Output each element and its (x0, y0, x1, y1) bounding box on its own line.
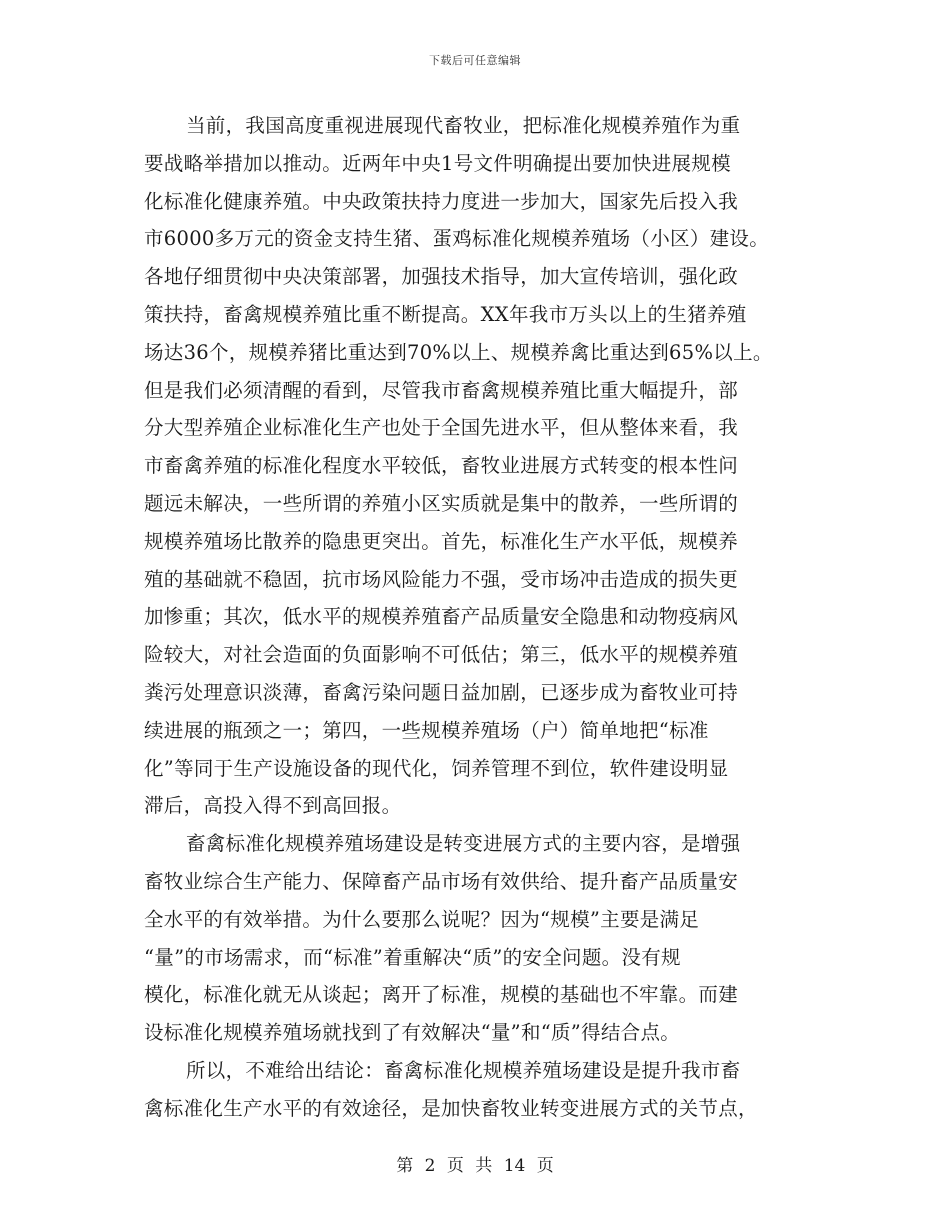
paragraph-2-line-1: 畜禽标准化规模养殖场建设是转变进展方式的主要内容，是增强 (186, 832, 741, 856)
paragraph-2-line-3: 全水平的有效举措。为什么要那么说呢？因为“规模”主要是满足 (144, 907, 700, 931)
paragraph-1-line-10: 市畜禽养殖的标准化程度水平较低，畜牧业进展方式转变的根本性问 (144, 454, 739, 478)
paragraph-1-line-18: 化”等同于生产设施设备的现代化，饲养管理不到位，软件建设明显 (144, 756, 729, 780)
page-header-note: 下载后可任意编辑 (429, 54, 521, 67)
paragraph-1-line-9: 分大型养殖企业标准化生产也处于全国先进水平，但从整体来看，我 (144, 416, 739, 440)
paragraph-2-line-4: “量”的市场需求，而“标准”着重解决“质”的安全问题。没有规 (144, 945, 681, 969)
paragraph-3-line-1: 所以，不难给出结论：畜禽标准化规模养殖场建设是提升我市畜 (186, 1058, 741, 1082)
paragraph-2-line-2: 畜牧业综合生产能力、保障畜产品市场有效供给、提升畜产品质量安 (144, 869, 739, 893)
paragraph-1-line-8: 但是我们必须清醒的看到，尽管我市畜禽规模养殖比重大幅提升，部 (144, 378, 739, 402)
paragraph-1-line-4: 市6000多万元的资金支持生猪、蛋鸡标准化规模养殖场（小区）建设。 (144, 227, 770, 251)
paragraph-1-line-19: 滞后，高投入得不到高回报。 (144, 794, 402, 818)
paragraph-1-line-12: 规模养殖场比散养的隐患更突出。首先，标准化生产水平低，规模养 (144, 529, 739, 553)
page-footer: 第 2 页 共 14 页 (396, 1156, 554, 1176)
paragraph-1-line-16: 粪污处理意识淡薄，畜禽污染问题日益加剧，已逐步成为畜牧业可持 (144, 680, 739, 704)
paragraph-1-line-6: 策扶持，畜禽规模养殖比重不断提高。XX年我市万头以上的生猪养殖 (144, 302, 747, 326)
paragraph-1-line-17: 续进展的瓶颈之一；第四，一些规模养殖场（户）简单地把“标准 (144, 718, 709, 742)
paragraph-1-line-13: 殖的基础就不稳固，抗市场风险能力不强，受市场冲击造成的损失更 (144, 567, 739, 591)
paragraph-1-line-14: 加惨重；其次，低水平的规模养殖畜产品质量安全隐患和动物疫病风 (144, 605, 739, 629)
paragraph-1-line-15: 险较大，对社会造面的负面影响不可低估；第三，低水平的规模养殖 (144, 643, 739, 667)
paragraph-1-line-2: 要战略举措加以推动。近两年中央1号文件明确提出要加快进展规模 (144, 151, 731, 175)
paragraph-1-line-3: 化标准化健康养殖。中央政策扶持力度进一步加大，国家先后投入我 (144, 189, 739, 213)
paragraph-1-line-5: 各地仔细贯彻中央决策部署，加强技术指导，加大宣传培训，强化政 (144, 265, 739, 289)
paragraph-2-line-6: 设标准化规模养殖场就找到了有效解决“量”和“质”得结合点。 (144, 1021, 681, 1045)
paragraph-1-line-11: 题远未解决，一些所谓的养殖小区实质就是集中的散养，一些所谓的 (144, 491, 739, 515)
paragraph-2-line-5: 模化，标准化就无从谈起；离开了标准，规模的基础也不牢靠。而建 (144, 983, 739, 1007)
paragraph-1-line-1: 当前，我国高度重视进展现代畜牧业，把标准化规模养殖作为重 (186, 114, 741, 137)
document-body (144, 107, 800, 1128)
paragraph-1-line-7: 场达36个，规模养猪比重达到70%以上、规模养禽比重达到65%以上。 (144, 340, 773, 364)
paragraph-3-line-2: 禽标准化生产水平的有效途径，是加快畜牧业转变进展方式的关节点， (144, 1096, 758, 1120)
